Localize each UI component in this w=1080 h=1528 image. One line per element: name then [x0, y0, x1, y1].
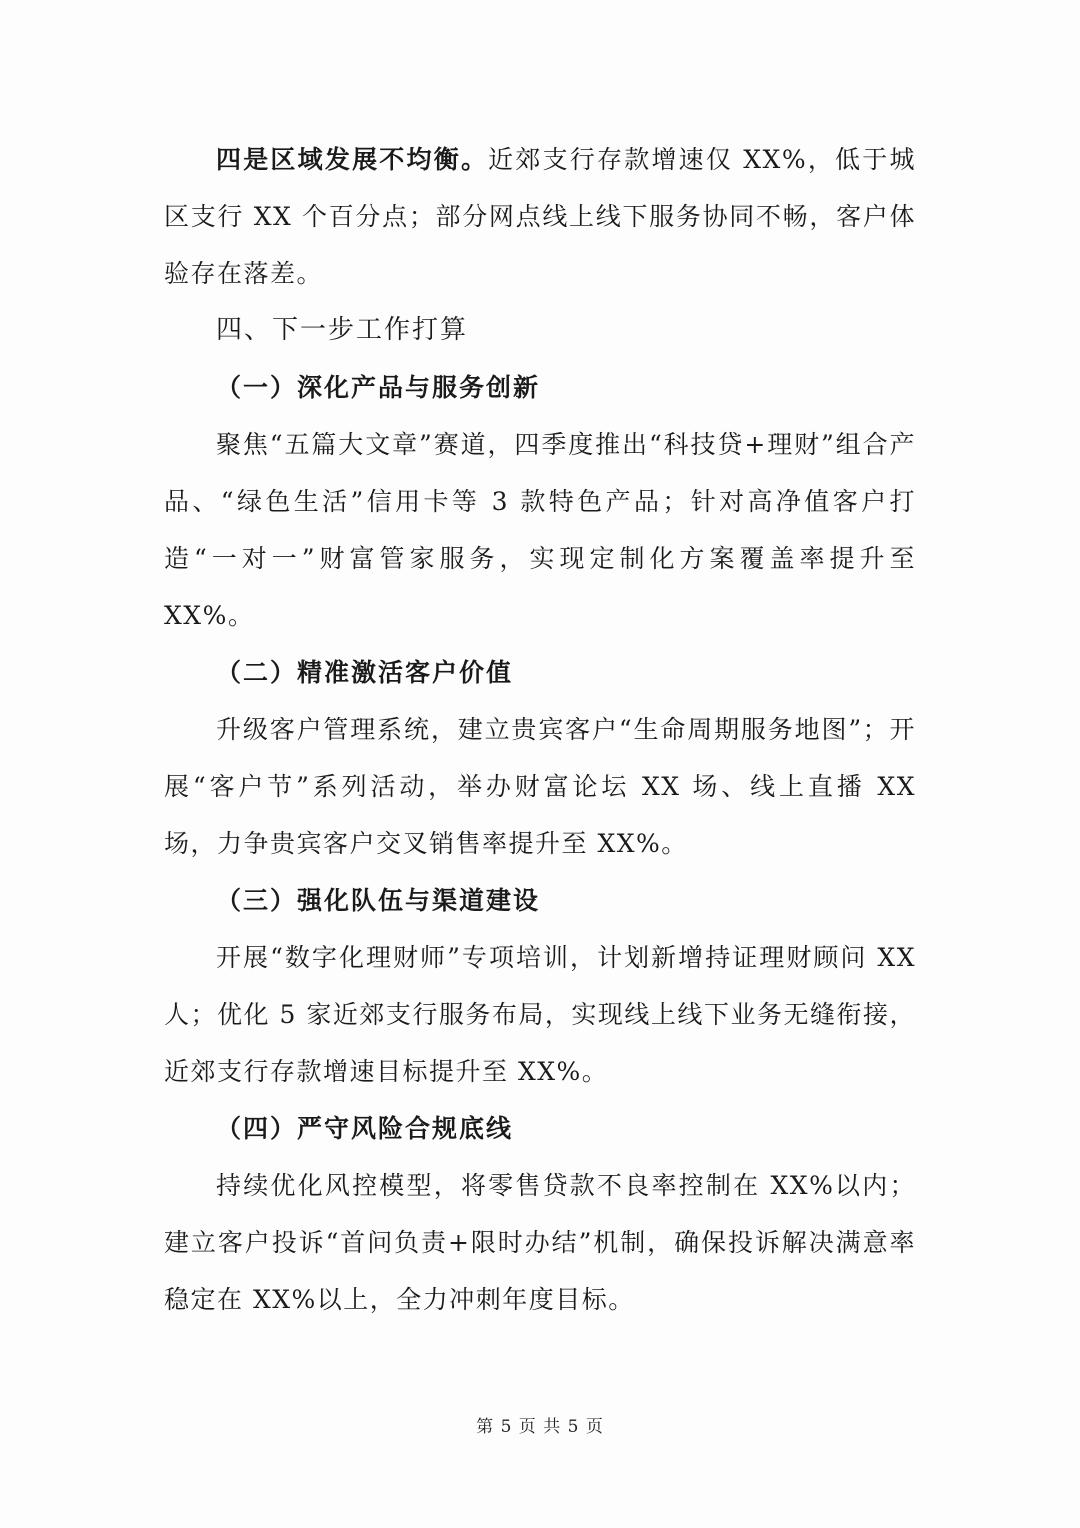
paragraph-regional-imbalance	[164, 131, 916, 302]
subsection-paragraph-3: 开展“数字化理财师”专项培训，计划新增持证理财顾问 XX 人；优化 5 家近郊支行服务布局，实现线上线下业务无缝衔接，近郊支行存款增速目标提升至 XX%。	[164, 943, 916, 1086]
subsection-heading-3: （三）强化队伍与渠道建设	[216, 886, 541, 915]
page-number-footer: 第 5 页 共 5 页	[476, 1417, 604, 1437]
section-heading-next-steps: 四、下一步工作打算	[216, 315, 469, 345]
paragraph-text: 近郊支行存款增速仅 XX%，低于城区支行 XX 个百分点；部分网点线上线下服务协同不畅，客户体验存在落差。	[164, 145, 916, 288]
subsection-paragraph-4: 持续优化风控模型，将零售贷款不良率控制在 XX%以内；建立客户投诉“首问负责+限时办结”机制，确保投诉解决满意率稳定在 XX%以上，全力冲刺年度目标。	[164, 1171, 916, 1314]
subsection-heading-1: （一）深化产品与服务创新	[216, 373, 541, 402]
subsection-paragraph-1: 聚焦“五篇大文章”赛道，四季度推出“科技贷+理财”组合产品、“绿色生活”信用卡等 3 款特色产品；针对高净值客户打造“一对一”财富管家服务，实现定制化方案覆盖率提升至 XX%。	[164, 430, 916, 630]
subsection-heading-2: （二）精准激活客户价值	[216, 658, 514, 687]
document-body	[164, 131, 916, 1328]
subsection-heading-4: （四）严守风险合规底线	[216, 1114, 514, 1143]
paragraph-lead: 四是区域发展不均衡。	[216, 145, 489, 174]
subsection-paragraph-2: 升级客户管理系统，建立贵宾客户“生命周期服务地图”；开展“客户节”系列活动，举办财富论坛 XX 场、线上直播 XX 场，力争贵宾客户交叉销售率提升至 XX%。	[164, 715, 916, 858]
